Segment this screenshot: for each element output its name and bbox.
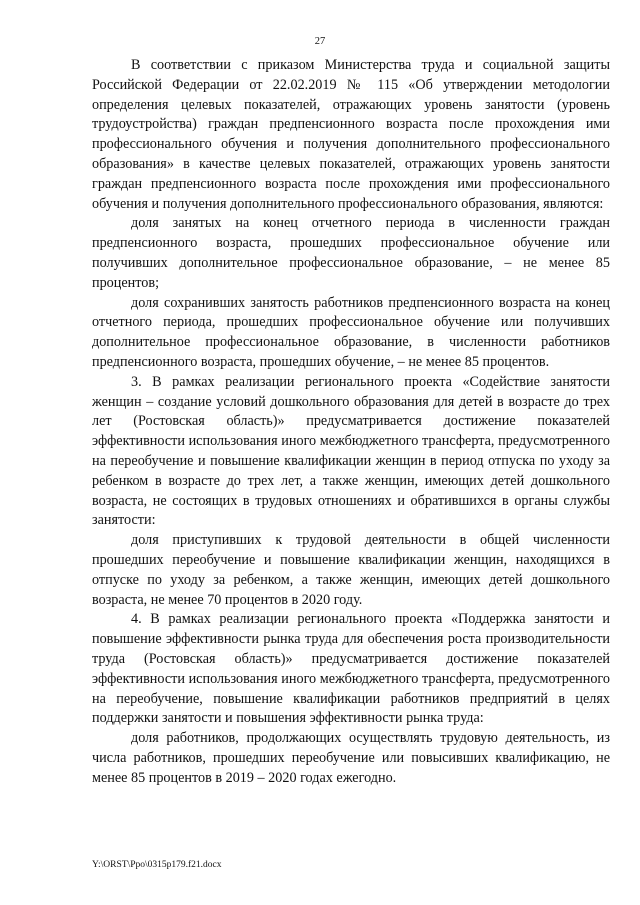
- paragraph-intro: В соответствии с приказом Министерства труда и социальной защиты Российской Федерации от 22.02.2019 № 115 «Об утверждении методологии определения целевых показателей, отражающих уровень занятости (уровень трудоустройства) граждан предпенсионного возраста после прохождения ими профессионального обучения и получения дополнительного профессионального образования» в качестве целевых показателей, отражающих уровень занятости граждан предпенсионного возраста после прохождения ими профессионального обучения и получения дополнительного профессионального образования, являются:: [92, 57, 610, 212]
- paragraph-item-4: 4. В рамках реализации регионального проекта «Поддержка занятости и повышение эффективности рынка труда для обеспечения роста производительности труда (Ростовская область)» предусматривается достижение показателей эффективности использования иного межбюджетного трансферта, предусмотренного на переобучение, повышение квалификации работников предприятий в целях поддержки занятости и повышения эффективности рынка труда:: [92, 611, 610, 727]
- paragraph-retained-share: доля сохранивших занятость работников предпенсионного возраста на конец отчетного периода, прошедших профессиональное обучение или получивших дополнительное профессиональное образование, в численности работников предпенсионного возраста, прошедших обучение, – не менее 85 процентов.: [92, 294, 610, 370]
- page-number: 27: [314, 36, 326, 47]
- paragraph-item-3: 3. В рамках реализации регионального проекта «Содействие занятости женщин – создание условий дошкольного образования для детей в возрасте до трех лет (Ростовская область)» предусматривается достижение показателей эффективности использования иного межбюджетного трансферта, предусмотренного на переобучение и повышение квалификации женщин в период отпуска по уходу за ребенком в возрасте до трех лет, а также женщин, имеющих детей дошкольного возраста, не состоящих в трудовых отношениях и обратившихся в органы службы занятости:: [92, 373, 610, 529]
- document-body: [92, 56, 610, 788]
- footer-file-path: Y:\ORST\Ppo\0315p179.f21.docx: [92, 860, 222, 870]
- paragraph-workers-share: доля работников, продолжающих осуществлять трудовую деятельность, из числа работников, прошедших переобучение или повысивших квалификацию, не менее 85 процентов в 2019 – 2020 годах ежегодно.: [92, 730, 610, 786]
- paragraph-women-share: доля приступивших к трудовой деятельности в общей численности прошедших переобучение и повышение квалификации женщин, находящихся в отпуске по уходу за ребенком, а также женщин, имеющих детей дошкольного возраста, не менее 70 процентов в 2020 году.: [92, 532, 610, 608]
- paragraph-employed-share: доля занятых на конец отчетного периода в численности граждан предпенсионного возраста, прошедших профессиональное обучение или получивших дополнительное профессиональное образование, – не менее 85 процентов;: [92, 215, 610, 291]
